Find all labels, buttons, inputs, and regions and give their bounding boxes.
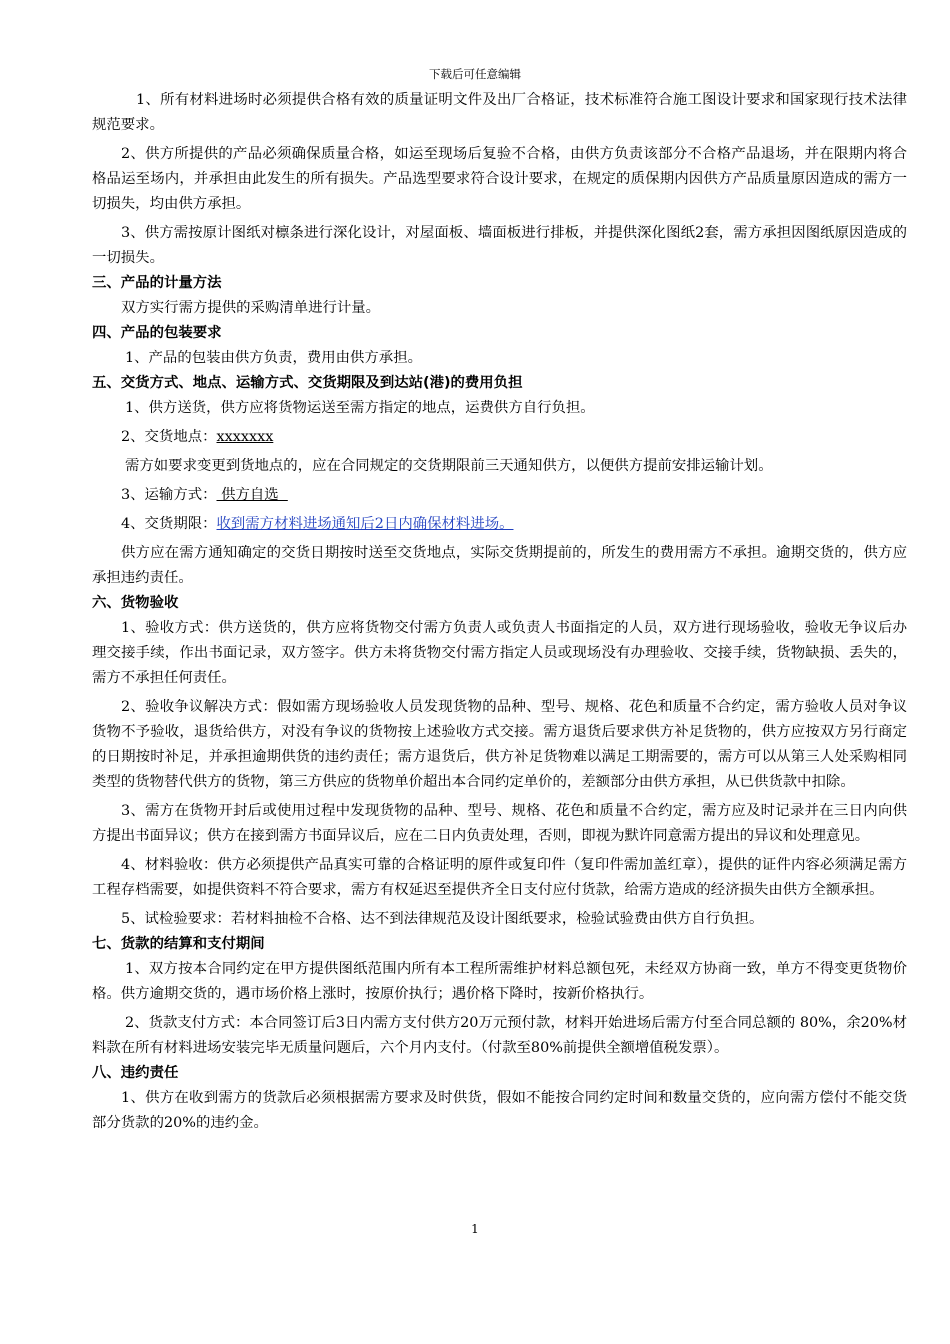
page-number: 1 (471, 1222, 479, 1236)
paragraph-acceptance-method: 1、验收方式：供方送货的，供方应将货物交付需方负责人或负责人书面指定的人员，双方进行现场验收，验收无争议后办理交接手续，作出书面记录，双方签字。供方未将货物交付需方指定人员或现场没有办理验收、交接手续，货物缺损、丢失的，需方不承担任何责任。 (92, 620, 907, 686)
heading-measurement-method: 三、产品的计量方法 (92, 275, 222, 291)
document-body (92, 88, 907, 1136)
heading-acceptance: 六、货物验收 (92, 595, 179, 611)
paragraph-delivery-deadline (92, 512, 907, 537)
paragraph-measurement: 双方实行需方提供的采购清单进行计量。 (121, 300, 381, 316)
heading-delivery: 五、交货方式、地点、运输方式、交货期限及到达站(港)的费用负担 (92, 375, 523, 391)
paragraph-payment-terms: 2、货款支付方式：本合同签订后3日内需方支付供方20万元预付款，材料开始进场后需方付至合同总额的 80%，余20%材料款在所有材料进场安装完毕无质量问题后，六个月内支付。（付款至80%前提供全额增值税发票）。 (92, 1015, 907, 1056)
paragraph-price-lock: 1、双方按本合同约定在甲方提供图纸范围内所有本工程所需维护材料总额包死，未经双方协商一致，单方不得变更货物价格。供方逾期交货的，遇市场价格上涨时，按原价执行；遇价格下降时，按新价格执行。 (92, 961, 907, 1002)
paragraph-transport-method (92, 483, 907, 508)
paragraph-liability: 1、供方在收到需方的货款后必须根据需方要求及时供货，假如不能按合同约定时间和数量交货的，应向需方偿付不能交货部分货款的20%的违约金。 (92, 1090, 907, 1131)
delivery-deadline-label: 4、交货期限： (121, 516, 217, 532)
paragraph-quality-guarantee: 2、供方所提供的产品必须确保质量合格，如运至现场后复验不合格，由供方负责该部分不合格产品退场，并在限期内将合格品运至场内，并承担由此发生的所有损失。产品选型要求符合设计要求，在规定的质保期内因供方产品质量原因造成的需方一切损失，均由供方承担。 (92, 146, 907, 212)
paragraph-acceptance-defect: 3、需方在货物开封后或使用过程中发现货物的品种、型号、规格、花色和质量不合约定，需方应及时记录并在三日内向供方提出书面异议；供方在接到需方书面异议后，应在二日内负责处理，否则，即视为默许同意需方提出的异议和处理意见。 (92, 803, 907, 844)
paragraph-deepening-design: 3、供方需按原计图纸对檩条进行深化设计，对屋面板、墙面板进行排板，并提供深化图纸2套，需方承担因图纸原因造成的一切损失。 (92, 225, 907, 266)
paragraph-material-certification: 1、所有材料进场时必须提供合格有效的质量证明文件及出厂合格证，技术标准符合施工图设计要求和国家现行技术法律规范要求。 (92, 92, 907, 133)
page-header: 下载后可任意编辑 (429, 67, 521, 81)
paragraph-material-acceptance: 4、材料验收：供方必须提供产品真实可靠的合格证明的原件或复印件（复印件需加盖红章），提供的证件内容必须满足需方工程存档需要，如提供资料不符合要求，需方有权延迟至提供齐全日支付应付货款，给需方造成的经济损失由供方全额承担。 (92, 857, 907, 898)
heading-packaging: 四、产品的包装要求 (92, 325, 222, 341)
heading-liability: 八、违约责任 (92, 1065, 179, 1081)
paragraph-delivery-method: 1、供方送货，供方应将货物运送至需方指定的地点，运费供方自行负担。 (125, 400, 595, 416)
paragraph-inspection: 5、试检验要求：若材料抽检不合格、达不到法律规范及设计图纸要求，检验试验费由供方自行负担。 (121, 911, 764, 927)
paragraph-change-location: 需方如要求变更到货地点的，应在合同规定的交货期限前三天通知供方，以便供方提前安排运输计划。 (125, 458, 773, 474)
delivery-deadline-link[interactable]: 收到需方材料进场通知后2日内确保材料进场。 (216, 516, 514, 532)
transport-method-label: 3、运输方式： (121, 487, 217, 503)
paragraph-delivery-date: 供方应在需方通知确定的交货日期按时送至交货地点，实际交货期提前的，所发生的费用需方不承担。逾期交货的，供方应承担违约责任。 (92, 545, 907, 586)
paragraph-acceptance-dispute: 2、验收争议解决方式：假如需方现场验收人员发现货物的品种、型号、规格、花色和质量不合约定，需方验收人员对争议货物不予验收，退货给供方，对没有争议的货物按上述验收方式交接。需方退货后要求供方补足货物的，供方应按双方另行商定的日期按时补足，并承担逾期供货的违约责任；需方退货后，供方补足货物难以满足工期需要的，需方可以从第三人处采购相同类型的货物替代供方的货物，第三方供应的货物单价超出本合同约定单价的，差额部分由供方承担，从已供货款中扣除。 (92, 699, 907, 790)
heading-payment: 七、货款的结算和支付期间 (92, 936, 265, 952)
delivery-location-value: xxxxxxx (216, 429, 274, 445)
transport-method-value: 供方自选 (216, 487, 288, 503)
delivery-location-label: 2、交货地点： (121, 429, 217, 445)
paragraph-packaging: 1、产品的包装由供方负责，费用由供方承担。 (125, 350, 422, 366)
paragraph-delivery-location (92, 425, 907, 450)
